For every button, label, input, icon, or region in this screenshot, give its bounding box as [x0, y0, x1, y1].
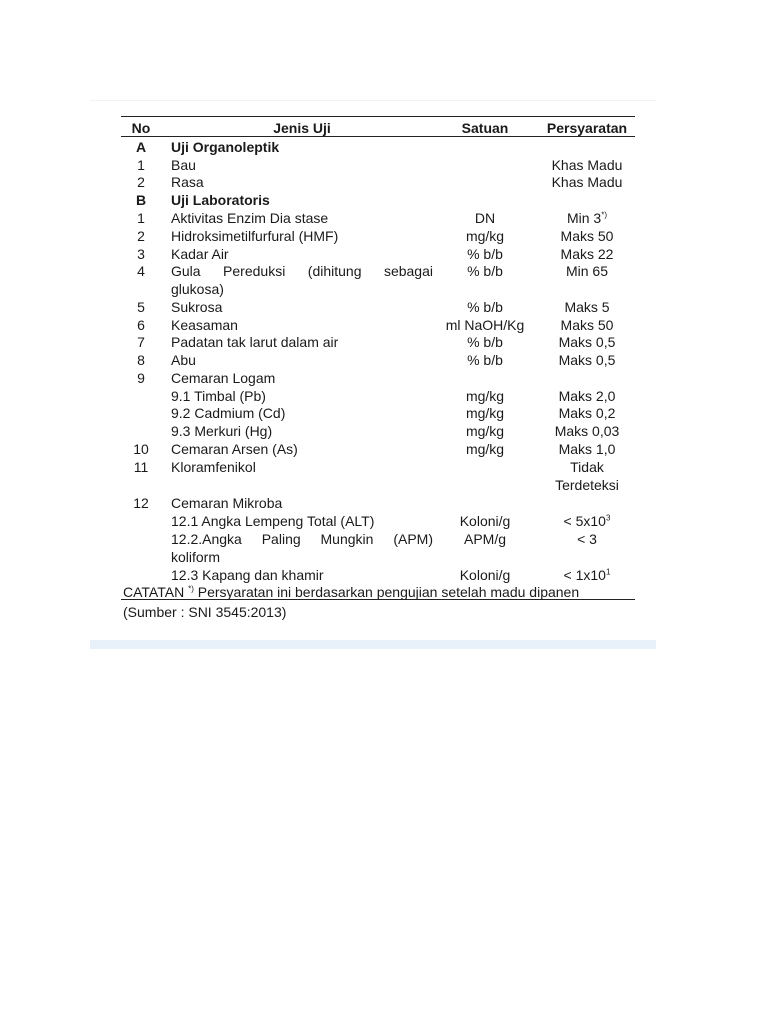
- row-satuan: ml NaOH/Kg: [445, 317, 525, 333]
- row-jenis-uji: Cemaran Logam: [171, 370, 276, 386]
- row-satuan: % b/b: [467, 334, 503, 350]
- row-jenis-uji-word: 12.2.Angka: [171, 531, 242, 547]
- row-jenis-uji: Keasaman: [171, 317, 238, 333]
- row-persyaratan-value: Maks 0,2: [558, 405, 616, 421]
- row-persyaratan: [539, 458, 635, 494]
- row-persyaratan: [539, 156, 635, 174]
- row-satuan: mg/kg: [465, 405, 505, 421]
- row-satuan: mg/kg: [465, 423, 505, 439]
- row-persyaratan-value: Khas Madu: [551, 174, 623, 190]
- row-persyaratan: [539, 404, 635, 422]
- row-persyaratan-sup: *): [601, 210, 607, 220]
- header-persyaratan: Persyaratan: [546, 120, 628, 136]
- row-jenis-uji: 9.3 Merkuri (Hg): [171, 423, 273, 439]
- header-bottom-rule: [121, 136, 635, 137]
- document-bottom-bar: [90, 640, 656, 649]
- row-no: 8: [137, 352, 145, 368]
- row-jenis-uji: Uji Laboratoris: [171, 192, 270, 208]
- row-persyaratan-value: Maks 5: [564, 299, 610, 315]
- row-persyaratan-sup: 1: [605, 567, 611, 577]
- row-persyaratan-value: Maks 22: [560, 246, 614, 262]
- row-jenis-uji-continuation: koliform: [171, 549, 221, 565]
- row-jenis-uji: [171, 530, 433, 566]
- row-persyaratan: [539, 422, 635, 440]
- row-persyaratan: [539, 209, 635, 227]
- row-satuan: % b/b: [467, 352, 503, 368]
- row-jenis-uji-line: [171, 262, 433, 280]
- row-jenis-uji: Cemaran Arsen (As): [171, 441, 298, 457]
- row-satuan: DN: [474, 210, 496, 226]
- row-jenis-uji: Bau: [171, 157, 196, 173]
- row-persyaratan-value: Maks 50: [560, 317, 614, 333]
- row-jenis-uji: 9.1 Timbal (Pb): [171, 388, 266, 404]
- row-persyaratan: [539, 530, 635, 548]
- row-persyaratan-value: Maks 2,0: [558, 388, 616, 404]
- row-persyaratan: [539, 387, 635, 405]
- row-persyaratan-value: Min 65: [565, 263, 609, 279]
- row-jenis-uji: Abu: [171, 352, 196, 368]
- row-no: 1: [137, 210, 145, 226]
- row-persyaratan: [539, 227, 635, 245]
- row-persyaratan-value: Maks 1,0: [558, 441, 616, 457]
- row-no: 10: [133, 441, 149, 457]
- row-jenis-uji: Aktivitas Enzim Dia stase: [171, 210, 329, 226]
- row-persyaratan-value: < 1x10: [563, 567, 606, 583]
- row-persyaratan-value: Khas Madu: [551, 157, 623, 173]
- note-sup: *): [188, 584, 194, 594]
- row-no: 2: [137, 174, 145, 190]
- row-persyaratan-value: Maks 0,5: [558, 352, 616, 368]
- row-satuan: Koloni/g: [459, 567, 511, 583]
- row-jenis-uji: 12.3 Kapang dan khamir: [171, 567, 324, 583]
- row-jenis-uji-word: (dihitung: [307, 263, 362, 279]
- row-persyaratan-value: < 5x10: [563, 513, 606, 529]
- row-jenis-uji-word: Pereduksi: [223, 263, 286, 279]
- row-persyaratan: [539, 512, 635, 530]
- row-jenis-uji: 12.1 Angka Lempeng Total (ALT): [171, 513, 375, 529]
- row-no: 2: [137, 228, 145, 244]
- row-persyaratan-value: Tidak: [570, 459, 604, 475]
- header-no: No: [131, 120, 151, 136]
- table-top-rule: [121, 116, 635, 117]
- row-no: B: [135, 192, 147, 208]
- row-jenis-uji-word: (APM): [393, 531, 433, 547]
- row-jenis-uji: Hidroksimetilfurfural (HMF): [171, 228, 339, 244]
- row-persyaratan: [539, 262, 635, 280]
- row-persyaratan-continuation: Terdeteksi: [555, 477, 619, 493]
- row-jenis-uji-word: Paling: [261, 531, 301, 547]
- row-jenis-uji: 9.2 Cadmium (Cd): [171, 405, 286, 421]
- row-persyaratan: [539, 245, 635, 263]
- row-satuan: % b/b: [467, 263, 503, 279]
- row-persyaratan: [539, 298, 635, 316]
- row-persyaratan: [539, 440, 635, 458]
- row-satuan: Koloni/g: [459, 513, 511, 529]
- row-satuan: % b/b: [467, 246, 503, 262]
- row-persyaratan: [539, 351, 635, 369]
- row-jenis-uji: [171, 262, 433, 298]
- row-no: 4: [137, 263, 145, 279]
- row-jenis-uji-line: [171, 530, 433, 548]
- row-jenis-uji: Cemaran Mikroba: [171, 495, 283, 511]
- header-satuan: Satuan: [461, 120, 509, 136]
- source-citation: (Sumber : SNI 3545:2013): [123, 604, 287, 620]
- row-no: 11: [133, 459, 149, 475]
- row-satuan: mg/kg: [465, 441, 505, 457]
- row-persyaratan-value: Maks 50: [560, 228, 614, 244]
- row-no: 5: [137, 299, 145, 315]
- row-persyaratan: [539, 333, 635, 351]
- row-persyaratan: [539, 316, 635, 334]
- row-persyaratan: [539, 566, 635, 584]
- row-jenis-uji-continuation: glukosa): [171, 281, 224, 297]
- row-persyaratan-value: Min 3: [566, 210, 602, 226]
- row-jenis-uji: Rasa: [171, 174, 204, 190]
- note-prefix: CATATAN: [123, 584, 189, 600]
- row-jenis-uji: Sukrosa: [171, 299, 223, 315]
- note-body: Persyaratan ini berdasarkan pengujian setelah madu dipanen: [193, 584, 580, 600]
- row-no: 6: [137, 317, 145, 333]
- row-no: A: [135, 139, 147, 155]
- row-no: 1: [137, 157, 145, 173]
- row-jenis-uji-word: Mungkin: [320, 531, 374, 547]
- row-satuan: mg/kg: [465, 228, 505, 244]
- row-persyaratan-sup: 3: [605, 513, 611, 523]
- row-no: 12: [133, 495, 149, 511]
- table-bottom-rule: [121, 599, 635, 600]
- row-jenis-uji-word: Gula: [171, 263, 201, 279]
- row-no: 7: [137, 334, 145, 350]
- row-persyaratan-value: Maks 0,03: [554, 423, 620, 439]
- row-no: 3: [137, 246, 145, 262]
- row-jenis-uji: Kadar Air: [171, 246, 229, 262]
- header-jenis-uji: Jenis Uji: [273, 120, 331, 136]
- row-satuan: % b/b: [467, 299, 503, 315]
- row-jenis-uji: Padatan tak larut dalam air: [171, 334, 339, 350]
- row-jenis-uji-word: sebagai: [383, 263, 433, 279]
- row-satuan: mg/kg: [465, 388, 505, 404]
- row-satuan: APM/g: [463, 531, 506, 547]
- row-no: 9: [137, 370, 145, 386]
- row-persyaratan: [539, 173, 635, 191]
- row-jenis-uji: Uji Organoleptik: [171, 139, 280, 155]
- row-persyaratan-value: < 3: [577, 531, 597, 547]
- row-jenis-uji: Kloramfenikol: [171, 459, 256, 475]
- row-persyaratan-value: Maks 0,5: [558, 334, 616, 350]
